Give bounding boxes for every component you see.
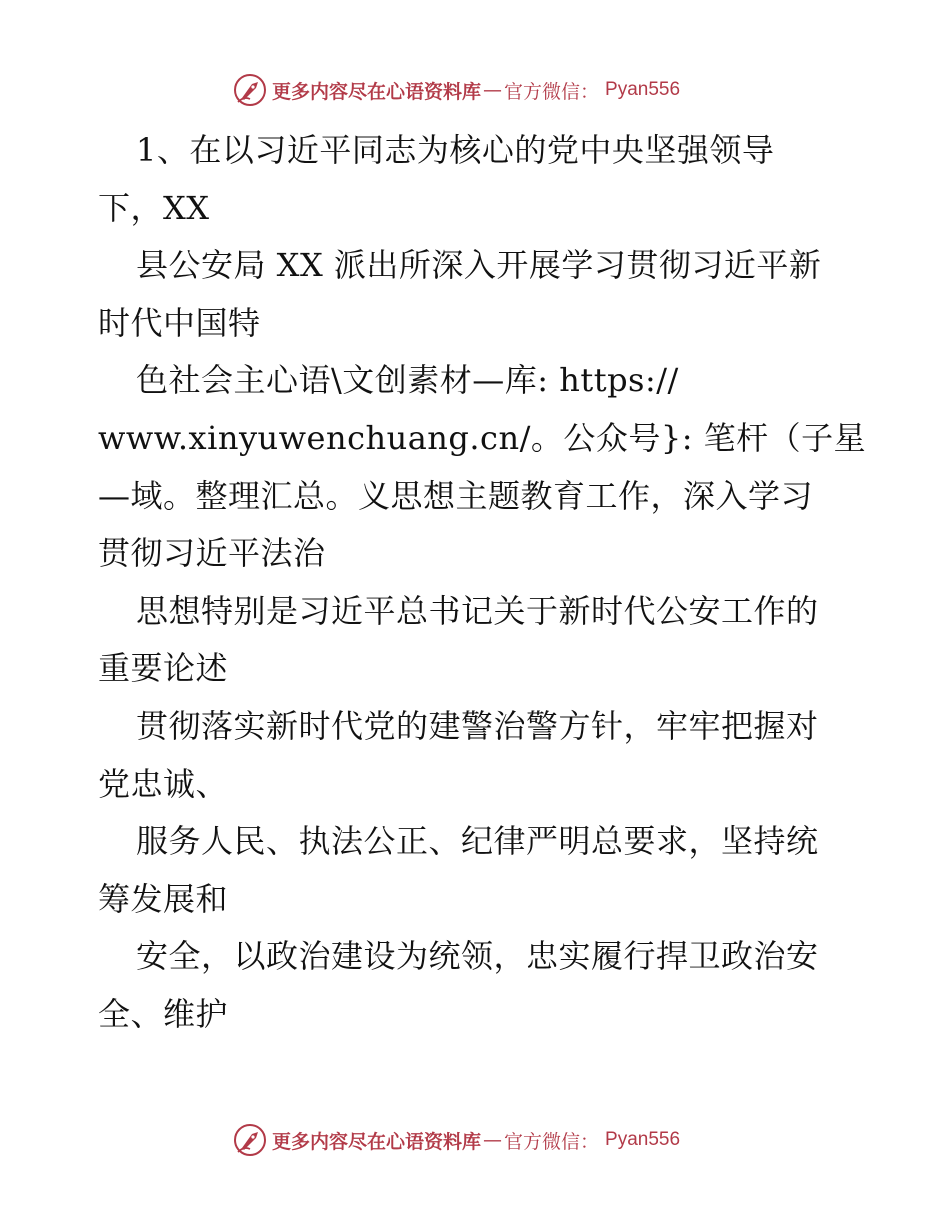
banner-contact-label: 官方微信： — [504, 1130, 600, 1153]
text-line: 贯彻落实新时代党的建警治警方针，牢牢把握对 — [136, 706, 819, 745]
text-line: 下，XX — [98, 188, 210, 227]
footer-watermark-banner — [232, 1120, 680, 1160]
text-line: 重要论述 — [98, 649, 229, 688]
text-line: 县公安局 XX 派出所深入开展学习贯彻习近平新 — [136, 246, 822, 285]
text-line: 筹发展和 — [98, 879, 229, 918]
text-line: 安全，以政治建设为统领，忠实履行捍卫政治安 — [136, 937, 819, 976]
text-line: www.xinyuwenchuang.cn/。公众号}: 笔杆（子星 — [98, 418, 867, 457]
text-line: 贯彻习近平法治 — [98, 534, 326, 573]
banner-separator: — — [483, 1129, 503, 1151]
text-line: 思想特别是习近平总书记关于新时代公安工作的 — [136, 591, 819, 630]
text-line: 服务人民、执法公正、纪律严明总要求，坚持统 — [136, 822, 819, 861]
banner-contact-label: 官方微信： — [504, 80, 600, 103]
banner-separator: — — [483, 79, 503, 101]
pen-nib-logo-icon — [232, 1122, 268, 1158]
document-body — [98, 122, 867, 1044]
banner-brand-text: 更多内容尽在心语资料库 — [272, 80, 482, 103]
banner-contact-id: Pyan556 — [605, 1129, 681, 1150]
text-line: 党忠诚、 — [98, 764, 229, 803]
banner-brand-text: 更多内容尽在心语资料库 — [272, 1130, 482, 1153]
text-line: 色社会主心语\文创素材—库: https:// — [136, 361, 679, 400]
pen-nib-logo-icon — [232, 72, 268, 108]
header-watermark-banner — [232, 70, 680, 110]
text-line: 1、在以习近平同志为核心的党中央坚强领导 — [136, 131, 775, 169]
text-line: 全、维护 — [98, 994, 229, 1033]
banner-contact-id: Pyan556 — [605, 79, 681, 100]
text-line: 时代中国特 — [98, 303, 261, 342]
text-line: —域。整理汇总。义思想主题教育工作，深入学习 — [98, 476, 814, 515]
